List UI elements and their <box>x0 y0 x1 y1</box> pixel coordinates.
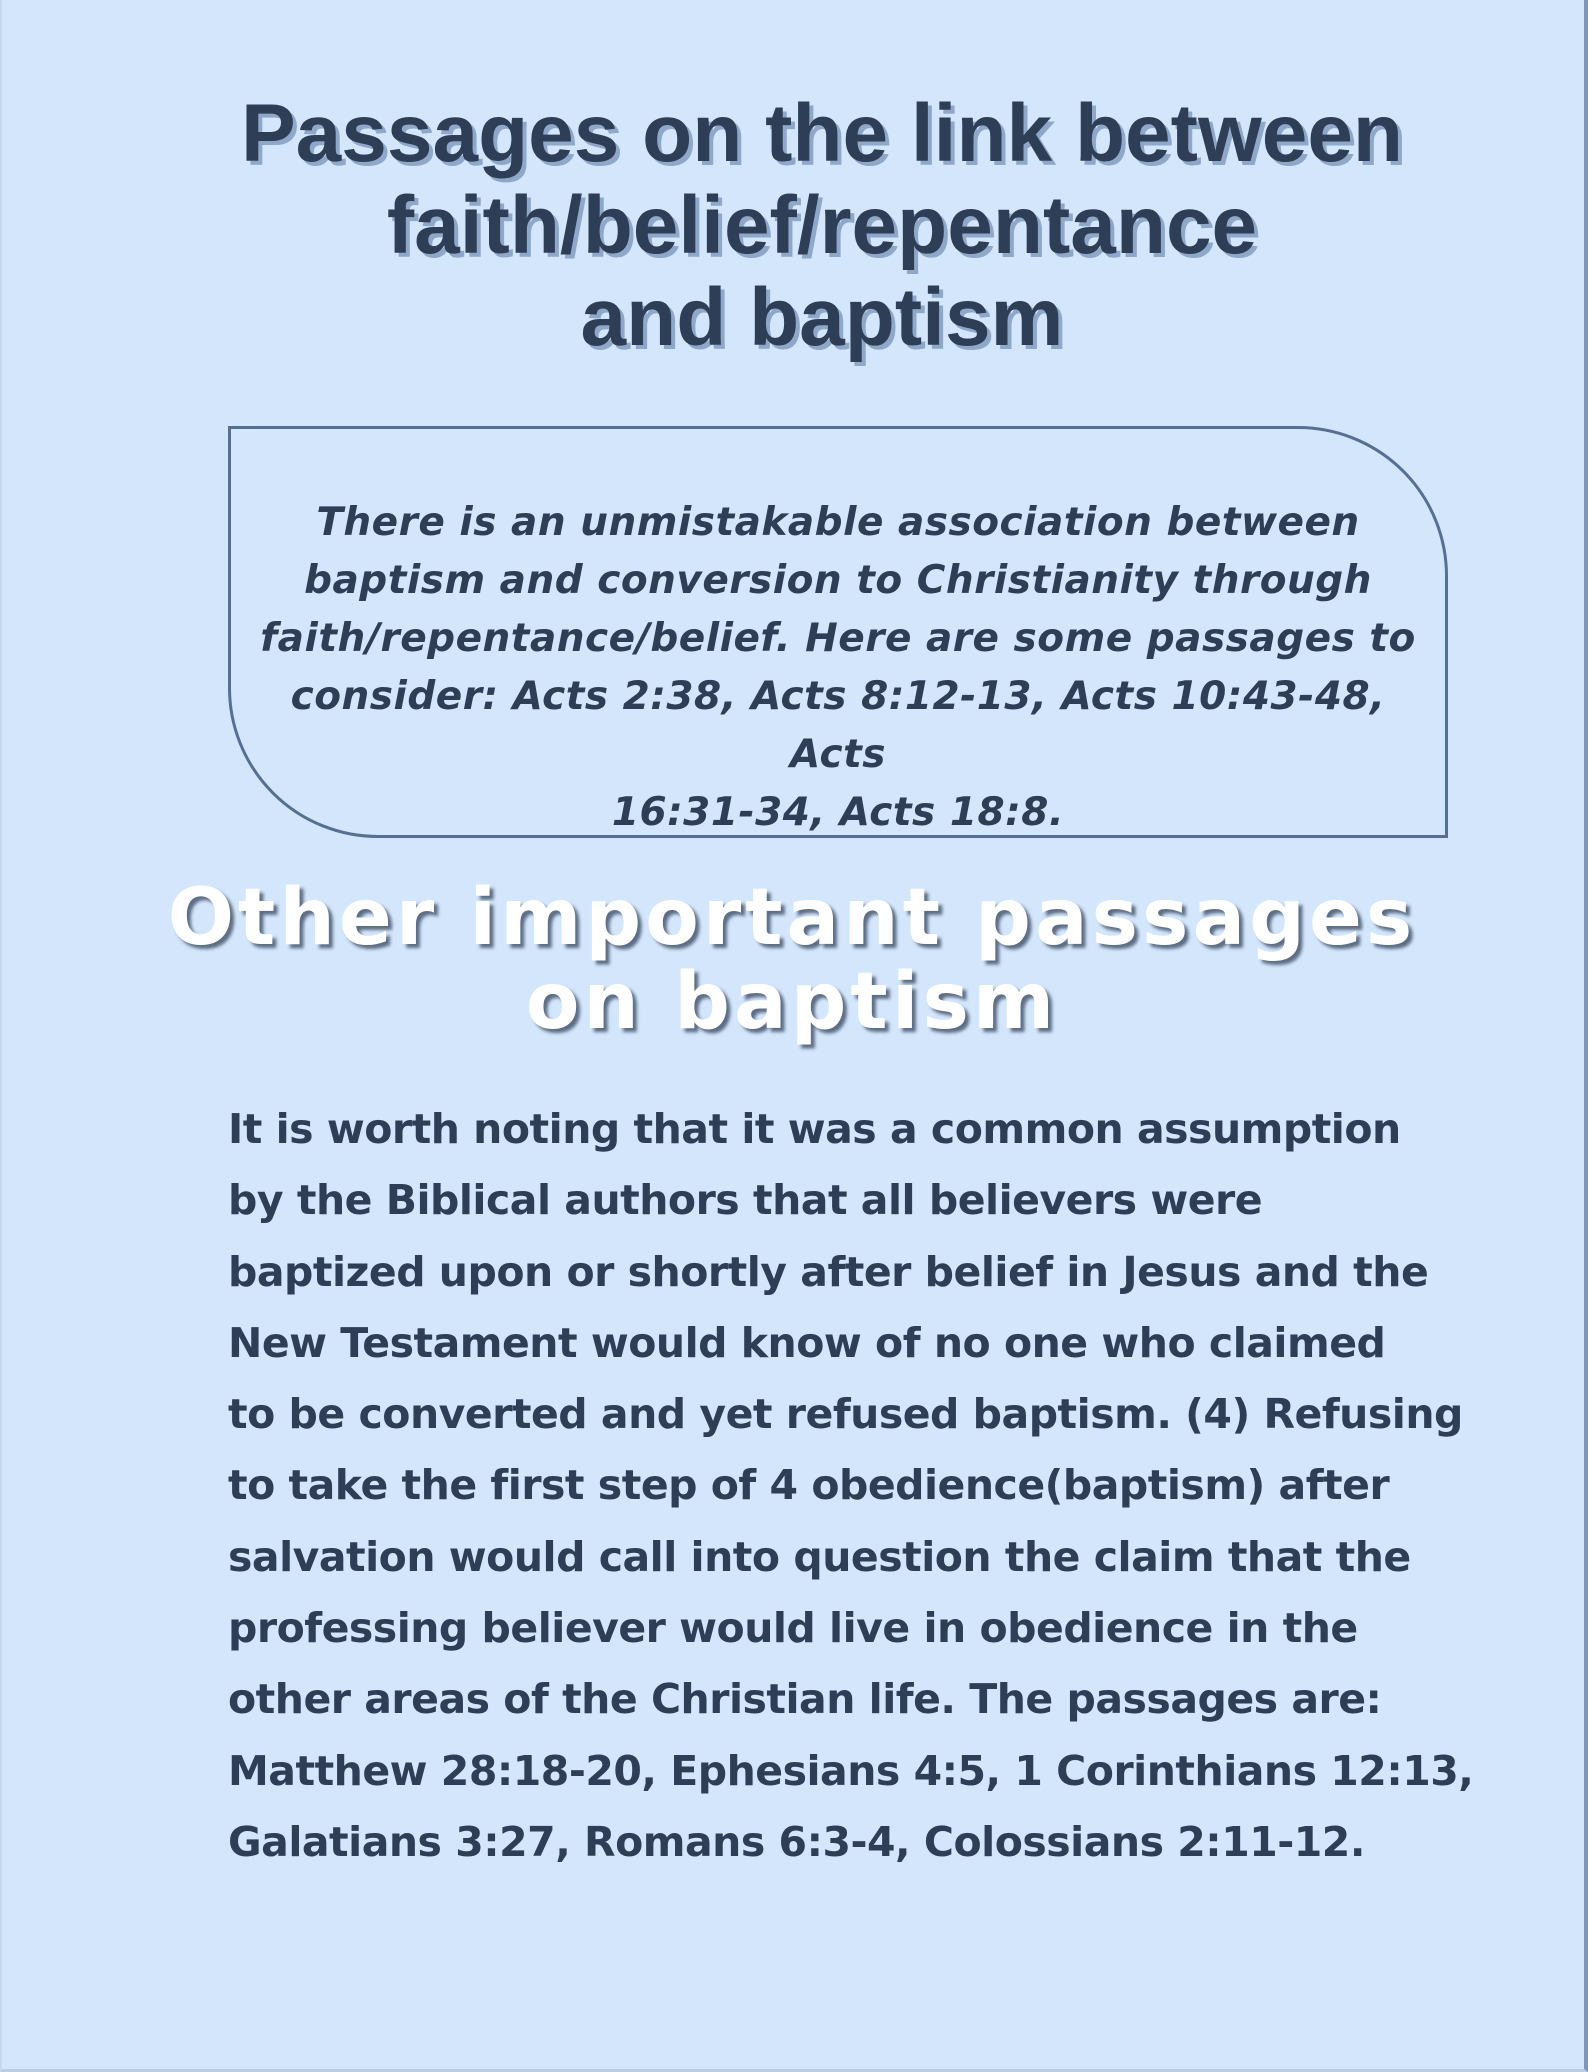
page-title-line: faith/belief/repentance <box>386 180 1258 271</box>
intro-callout-text <box>243 494 1433 842</box>
intro-callout-box <box>228 426 1448 838</box>
body-line: Matthew 28:18-20, Ephesians 4:5, 1 Corinthians 12:13, <box>228 1746 1474 1795</box>
body-line: New Testament would know of no one who claimed <box>228 1318 1386 1367</box>
body-paragraph <box>228 1094 1474 1878</box>
body-line: to be converted and yet refused baptism. (4) Refusing <box>228 1390 1463 1439</box>
callout-line: consider: Acts 2:38, Acts 8:12-13, Acts 10:43-48, Acts <box>290 674 1386 777</box>
page-title-line: and baptism <box>580 272 1064 363</box>
section-heading-line: Other important passages <box>167 873 1417 963</box>
section-heading-line: on baptism <box>525 957 1059 1047</box>
body-line: other areas of the Christian life. The passages are: <box>228 1675 1382 1724</box>
callout-line: There is an unmistakable association between <box>316 500 1360 545</box>
callout-line: faith/repentance/belief. Here are some passages to <box>260 616 1416 661</box>
body-line: to take the first step of 4 obedience(baptism) after <box>228 1461 1390 1510</box>
callout-line: 16:31-34, Acts 18:8. <box>611 790 1065 835</box>
body-line: salvation would call into question the claim that the <box>228 1532 1411 1581</box>
body-line: Galatians 3:27, Romans 6:3-4, Colossians 2:11-12. <box>228 1817 1365 1866</box>
page-title <box>152 88 1492 364</box>
callout-line: baptism and conversion to Christianity through <box>304 558 1372 603</box>
body-line: baptized upon or shortly after belief in Jesus and the <box>228 1247 1429 1296</box>
page-title-line: Passages on the link between <box>240 88 1404 179</box>
section-heading <box>132 873 1452 1047</box>
body-line: It is worth noting that it was a common assumption <box>228 1105 1401 1153</box>
body-line: professing believer would live in obedience in the <box>228 1604 1358 1653</box>
body-line: by the Biblical authors that all believers were <box>228 1176 1263 1225</box>
